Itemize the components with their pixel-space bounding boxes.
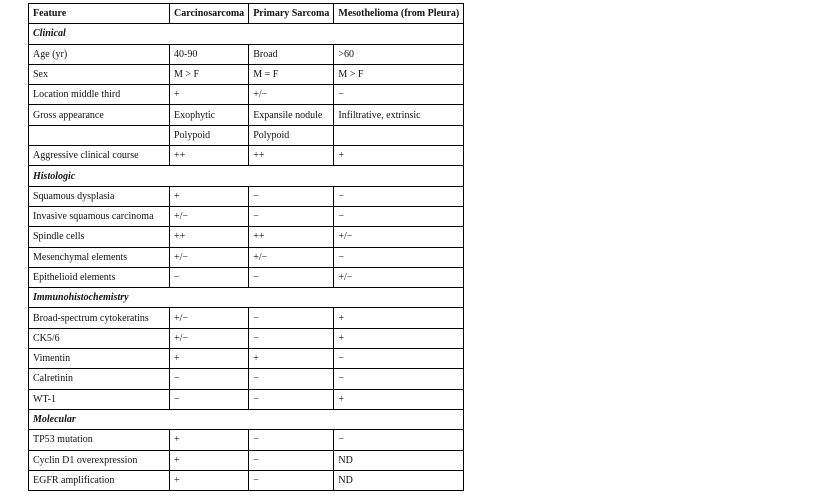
feature-cell: Cyclin D1 overexpression	[29, 450, 170, 470]
feature-cell: Spindle cells	[29, 227, 170, 247]
carcinosarcoma-cell: M > F	[170, 64, 249, 84]
table-row	[29, 328, 464, 348]
table-row	[29, 470, 464, 490]
mesothelioma-cell: +	[334, 146, 464, 166]
carcinosarcoma-cell: −	[170, 389, 249, 409]
feature-cell: Location middle third	[29, 85, 170, 105]
feature-cell: Calretinin	[29, 369, 170, 389]
table-row	[29, 206, 464, 226]
carcinosarcoma-cell: −	[170, 267, 249, 287]
mesothelioma-cell: +/−	[334, 267, 464, 287]
table-row	[29, 85, 464, 105]
carcinosarcoma-cell: 40-90	[170, 44, 249, 64]
table-row	[29, 369, 464, 389]
primary-sarcoma-cell: M = F	[249, 64, 334, 84]
table-row	[29, 247, 464, 267]
primary-sarcoma-cell: +	[249, 349, 334, 369]
section-label: Molecular	[29, 409, 464, 429]
header-mesothelioma: Mesothelioma (from Pleura)	[334, 4, 464, 24]
mesothelioma-cell: +/−	[334, 227, 464, 247]
feature-cell: Squamous dysplasia	[29, 186, 170, 206]
primary-sarcoma-cell: Expansile nodule	[249, 105, 334, 125]
carcinosarcoma-cell: +	[170, 349, 249, 369]
primary-sarcoma-cell: +/−	[249, 247, 334, 267]
feature-cell: Broad-spectrum cytokeratins	[29, 308, 170, 328]
feature-cell: TP53 mutation	[29, 430, 170, 450]
primary-sarcoma-cell: Polypoid	[249, 125, 334, 145]
feature-cell: Invasive squamous carcinoma	[29, 206, 170, 226]
primary-sarcoma-cell: −	[249, 430, 334, 450]
primary-sarcoma-cell: ++	[249, 227, 334, 247]
section-row	[29, 166, 464, 186]
header-carcinosarcoma: Carcinosarcoma	[170, 4, 249, 24]
carcinosarcoma-cell: +/−	[170, 308, 249, 328]
primary-sarcoma-cell: −	[249, 267, 334, 287]
carcinosarcoma-cell: −	[170, 369, 249, 389]
table-row	[29, 186, 464, 206]
mesothelioma-cell: +	[334, 308, 464, 328]
table-row	[29, 146, 464, 166]
mesothelioma-cell: −	[334, 369, 464, 389]
table-row	[29, 105, 464, 125]
header-primary-sarcoma: Primary Sarcoma	[249, 4, 334, 24]
carcinosarcoma-cell: Exophytic	[170, 105, 249, 125]
feature-cell: Aggressive clinical course	[29, 146, 170, 166]
feature-cell	[29, 125, 170, 145]
carcinosarcoma-cell: +	[170, 186, 249, 206]
section-row	[29, 409, 464, 429]
feature-cell: WT-1	[29, 389, 170, 409]
feature-cell: Vimentin	[29, 349, 170, 369]
table-row	[29, 450, 464, 470]
mesothelioma-cell: >60	[334, 44, 464, 64]
mesothelioma-cell: ND	[334, 450, 464, 470]
feature-cell: EGFR amplification	[29, 470, 170, 490]
feature-cell: Gross appearance	[29, 105, 170, 125]
carcinosarcoma-cell: +/−	[170, 247, 249, 267]
carcinosarcoma-cell: +	[170, 430, 249, 450]
table-row	[29, 389, 464, 409]
carcinosarcoma-cell: Polypoid	[170, 125, 249, 145]
table-body	[29, 24, 464, 491]
section-label: Immunohistochemistry	[29, 288, 464, 308]
feature-cell: Age (yr)	[29, 44, 170, 64]
mesothelioma-cell: −	[334, 206, 464, 226]
feature-cell: Epithelioid elements	[29, 267, 170, 287]
table-row	[29, 267, 464, 287]
primary-sarcoma-cell: −	[249, 308, 334, 328]
primary-sarcoma-cell: −	[249, 186, 334, 206]
primary-sarcoma-cell: −	[249, 389, 334, 409]
carcinosarcoma-cell: +/−	[170, 206, 249, 226]
primary-sarcoma-cell: −	[249, 328, 334, 348]
header-feature: Feature	[29, 4, 170, 24]
table-row	[29, 308, 464, 328]
primary-sarcoma-cell: Broad	[249, 44, 334, 64]
mesothelioma-cell: ND	[334, 470, 464, 490]
mesothelioma-cell: M > F	[334, 64, 464, 84]
section-row	[29, 24, 464, 44]
section-row	[29, 288, 464, 308]
mesothelioma-cell	[334, 125, 464, 145]
feature-cell: Sex	[29, 64, 170, 84]
mesothelioma-cell: +	[334, 389, 464, 409]
primary-sarcoma-cell: ++	[249, 146, 334, 166]
carcinosarcoma-cell: ++	[170, 227, 249, 247]
mesothelioma-cell: −	[334, 349, 464, 369]
feature-cell: CK5/6	[29, 328, 170, 348]
comparison-table	[28, 3, 464, 491]
carcinosarcoma-cell: +	[170, 450, 249, 470]
primary-sarcoma-cell: −	[249, 450, 334, 470]
primary-sarcoma-cell: −	[249, 470, 334, 490]
header-row	[29, 4, 464, 24]
table-row	[29, 64, 464, 84]
primary-sarcoma-cell: −	[249, 206, 334, 226]
table-row	[29, 349, 464, 369]
table-row	[29, 430, 464, 450]
table-container	[28, 3, 464, 491]
mesothelioma-cell: +	[334, 328, 464, 348]
carcinosarcoma-cell: ++	[170, 146, 249, 166]
feature-cell: Mesenchymal elements	[29, 247, 170, 267]
carcinosarcoma-cell: +	[170, 470, 249, 490]
primary-sarcoma-cell: −	[249, 369, 334, 389]
primary-sarcoma-cell: +/−	[249, 85, 334, 105]
section-label: Clinical	[29, 24, 464, 44]
mesothelioma-cell: −	[334, 85, 464, 105]
section-label: Histologic	[29, 166, 464, 186]
mesothelioma-cell: −	[334, 247, 464, 267]
mesothelioma-cell: −	[334, 430, 464, 450]
table-row	[29, 125, 464, 145]
table-row	[29, 44, 464, 64]
table-row	[29, 227, 464, 247]
table-header	[29, 4, 464, 24]
carcinosarcoma-cell: +/−	[170, 328, 249, 348]
carcinosarcoma-cell: +	[170, 85, 249, 105]
mesothelioma-cell: Infiltrative, extrinsic	[334, 105, 464, 125]
mesothelioma-cell: −	[334, 186, 464, 206]
